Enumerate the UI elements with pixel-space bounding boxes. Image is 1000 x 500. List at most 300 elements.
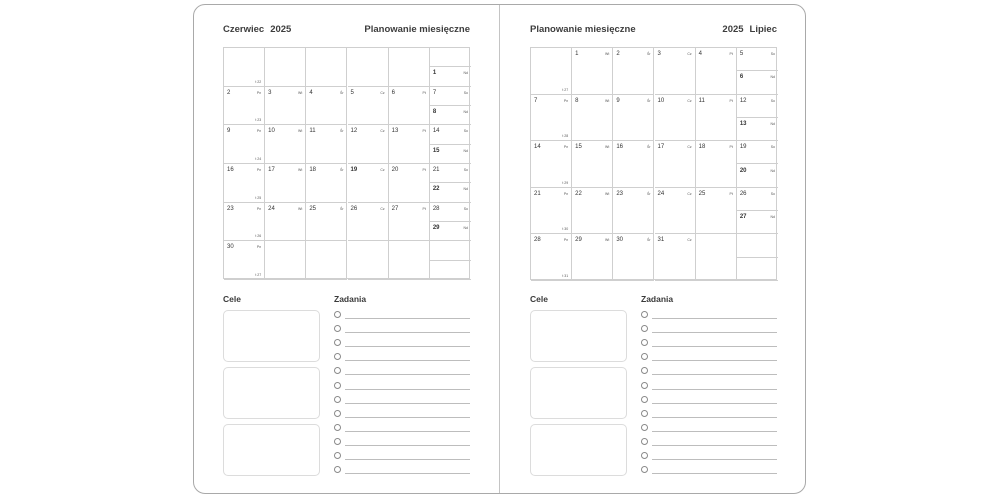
weekday-abbr: Cz <box>687 52 692 56</box>
weekday-abbr: Nd <box>770 168 775 173</box>
task-line[interactable] <box>652 403 777 404</box>
day-number: 9 <box>616 97 620 104</box>
week-number: t 26 <box>255 234 262 239</box>
task-line[interactable] <box>345 445 470 446</box>
calendar-day-cell[interactable] <box>572 95 613 142</box>
day-number: 27 <box>739 214 747 221</box>
weekday-abbr: Nd <box>463 71 468 76</box>
calendar-weekend-cell[interactable] <box>737 141 778 164</box>
right-page <box>530 0 777 490</box>
page-header <box>223 24 470 40</box>
weekday-abbr: Nd <box>770 215 775 220</box>
calendar-weekend-cell[interactable] <box>430 145 471 164</box>
weekday-abbr: Wt <box>298 206 303 211</box>
goal-box[interactable] <box>223 367 320 419</box>
task-row[interactable] <box>641 394 777 408</box>
day-number: 10 <box>268 128 275 135</box>
day-number: 25 <box>309 205 317 212</box>
task-line[interactable] <box>345 459 470 460</box>
task-row[interactable] <box>641 380 777 394</box>
day-number: 13 <box>391 128 399 135</box>
calendar-day-cell[interactable] <box>531 141 572 188</box>
planner-spine <box>499 5 500 493</box>
day-number: 30 <box>227 244 234 251</box>
day-number: 21 <box>432 167 440 173</box>
task-checkbox-icon[interactable] <box>334 438 341 445</box>
week-number: t 24 <box>255 156 262 161</box>
task-line[interactable] <box>652 459 777 460</box>
task-line[interactable] <box>345 360 470 361</box>
calendar-day-cell[interactable] <box>265 203 306 242</box>
weekday-abbr: Cz <box>687 145 692 150</box>
goal-box[interactable] <box>223 310 320 362</box>
month-name: Lipiec <box>749 24 777 35</box>
calendar-day-cell[interactable] <box>224 241 265 280</box>
day-number: 11 <box>309 128 316 135</box>
weekday-abbr: Pt <box>729 52 733 56</box>
planning-label: Planowanie miesięczne <box>530 24 636 35</box>
day-number: 22 <box>575 190 582 197</box>
weekday-abbr: Cz <box>687 191 692 196</box>
weekday-abbr: Śr <box>339 90 344 95</box>
task-row[interactable] <box>334 422 470 436</box>
task-line[interactable] <box>345 332 470 333</box>
calendar-day-cell[interactable] <box>696 141 737 188</box>
day-number: 28 <box>534 237 541 244</box>
day-number: 2 <box>616 51 620 57</box>
task-line[interactable] <box>345 389 470 390</box>
day-number: 23 <box>616 190 624 197</box>
calendar-day-cell[interactable] <box>572 188 613 235</box>
task-row[interactable] <box>641 450 777 464</box>
weekday-abbr: Wt <box>605 238 610 243</box>
calendar-day-cell[interactable] <box>265 125 306 164</box>
calendar-day-cell[interactable] <box>224 125 265 164</box>
day-number: 21 <box>534 190 541 197</box>
task-checkbox-icon[interactable] <box>334 311 341 318</box>
calendar-day-cell[interactable] <box>655 234 696 281</box>
task-row[interactable] <box>334 309 470 323</box>
weekday-abbr: Nd <box>770 121 775 126</box>
task-row[interactable] <box>641 323 777 337</box>
day-number: 17 <box>268 167 275 173</box>
day-number: 5 <box>350 89 354 96</box>
tasks-title: Zadania <box>641 294 674 304</box>
weekday-abbr: Wt <box>605 52 610 56</box>
task-row[interactable] <box>334 323 470 337</box>
weekday-abbr: Wt <box>605 191 610 196</box>
task-row[interactable] <box>334 337 470 351</box>
calendar-day-cell[interactable] <box>348 241 389 280</box>
calendar-day-cell[interactable] <box>265 164 306 203</box>
calendar-day-cell[interactable] <box>572 141 613 188</box>
day-number: 28 <box>432 205 440 212</box>
calendar-weekend-cell[interactable] <box>430 48 471 67</box>
weekday-abbr: Pt <box>729 145 733 150</box>
calendar-day-cell[interactable] <box>224 87 265 126</box>
task-checkbox-icon[interactable] <box>334 339 341 346</box>
goals-title: Cele <box>223 294 241 304</box>
planning-label: Planowanie miesięczne <box>364 24 470 35</box>
day-number: 2 <box>227 89 231 96</box>
calendar-day-cell[interactable] <box>348 125 389 164</box>
day-number: 12 <box>739 97 747 104</box>
calendar-weekend-cell[interactable] <box>737 234 778 257</box>
calendar-day-cell[interactable] <box>265 48 306 87</box>
calendar-day-cell[interactable] <box>306 125 347 164</box>
day-number: 6 <box>391 89 395 96</box>
calendar-day-cell[interactable] <box>655 188 696 235</box>
task-checkbox-icon[interactable] <box>334 466 341 473</box>
goals-title: Cele <box>530 294 548 304</box>
task-line[interactable] <box>652 417 777 418</box>
weekday-abbr: So <box>463 90 468 95</box>
weekday-abbr: Pn <box>256 206 262 211</box>
weekday-abbr: So <box>770 191 775 196</box>
goal-box[interactable] <box>530 424 627 476</box>
weekday-abbr: Cz <box>380 129 385 134</box>
calendar-day-cell[interactable] <box>572 48 613 95</box>
week-number: t 29 <box>562 180 569 185</box>
task-checkbox-icon[interactable] <box>641 325 648 332</box>
task-row[interactable] <box>641 337 777 351</box>
day-number: 19 <box>739 144 747 151</box>
day-number: 16 <box>616 144 624 151</box>
calendar-day-cell[interactable] <box>224 48 265 87</box>
calendar-day-cell[interactable] <box>389 164 430 203</box>
task-row[interactable] <box>334 365 470 379</box>
task-checkbox-icon[interactable] <box>334 410 341 417</box>
calendar-weekend-cell[interactable] <box>430 125 471 144</box>
calendar-weekend-cell[interactable] <box>737 165 778 188</box>
weekday-abbr: Śr <box>646 145 651 150</box>
task-row[interactable] <box>641 309 777 323</box>
day-number: 1 <box>575 51 579 57</box>
weekday-abbr: Śr <box>646 98 651 103</box>
calendar-weekend-cell[interactable] <box>430 203 471 222</box>
task-checkbox-icon[interactable] <box>334 452 341 459</box>
task-row[interactable] <box>641 408 777 422</box>
day-number: 27 <box>391 205 399 212</box>
day-number: 16 <box>227 167 234 173</box>
day-number: 22 <box>432 186 440 193</box>
weekday-abbr: Śr <box>339 168 344 172</box>
task-checkbox-icon[interactable] <box>641 367 648 374</box>
calendar-weekend-cell[interactable] <box>430 87 471 106</box>
day-number: 17 <box>657 144 665 151</box>
weekday-abbr: Cz <box>380 206 385 211</box>
day-number: 3 <box>268 89 272 96</box>
day-number: 24 <box>657 190 665 197</box>
day-number: 4 <box>698 51 702 57</box>
calendar-day-cell[interactable] <box>265 241 306 280</box>
task-line[interactable] <box>345 431 470 432</box>
week-number: t 31 <box>562 273 569 278</box>
task-line[interactable] <box>345 417 470 418</box>
task-row[interactable] <box>641 464 777 478</box>
task-checkbox-icon[interactable] <box>641 466 648 473</box>
day-number: 18 <box>309 167 317 173</box>
task-line[interactable] <box>345 473 470 474</box>
task-line[interactable] <box>652 445 777 446</box>
task-row[interactable] <box>641 422 777 436</box>
day-number: 8 <box>432 109 437 115</box>
day-number: 14 <box>534 144 541 151</box>
task-row[interactable] <box>641 365 777 379</box>
task-checkbox-icon[interactable] <box>334 367 341 374</box>
task-row[interactable] <box>641 351 777 365</box>
weekday-abbr: Nd <box>463 110 468 114</box>
calendar-weekend-cell[interactable] <box>737 211 778 234</box>
task-checkbox-icon[interactable] <box>641 382 648 389</box>
weekday-abbr: Śr <box>646 191 651 196</box>
week-number: t 22 <box>255 79 262 84</box>
calendar-day-cell[interactable] <box>531 188 572 235</box>
calendar-weekend-cell[interactable] <box>737 71 778 94</box>
task-checkbox-icon[interactable] <box>334 396 341 403</box>
calendar-day-cell[interactable] <box>531 48 572 95</box>
calendar-weekend-cell[interactable] <box>737 48 778 71</box>
calendar-day-cell[interactable] <box>655 48 696 95</box>
weekday-abbr: Wt <box>605 98 610 103</box>
day-number: 20 <box>391 167 399 173</box>
task-row[interactable] <box>334 436 470 450</box>
weekday-abbr: Nd <box>463 187 468 192</box>
weekday-abbr: Nd <box>770 75 775 80</box>
day-number: 7 <box>534 97 538 104</box>
weekday-abbr: Pt <box>729 191 733 196</box>
task-checkbox-icon[interactable] <box>641 424 648 431</box>
month-year <box>722 24 777 35</box>
weekday-abbr: So <box>770 145 775 150</box>
task-checkbox-icon[interactable] <box>641 396 648 403</box>
day-number: 10 <box>657 97 665 104</box>
day-number: 31 <box>657 237 665 244</box>
weekday-abbr: Cz <box>687 238 692 243</box>
weekday-abbr: Wt <box>298 129 303 134</box>
goal-box[interactable] <box>223 424 320 476</box>
weekday-abbr: So <box>770 52 775 56</box>
calendar-day-cell[interactable] <box>613 48 654 95</box>
calendar-day-cell[interactable] <box>265 87 306 126</box>
day-number: 29 <box>575 237 582 244</box>
calendar-weekend-cell[interactable] <box>737 188 778 211</box>
calendar-weekend-cell[interactable] <box>430 261 471 280</box>
calendar-weekend-cell[interactable] <box>430 183 471 202</box>
task-row[interactable] <box>334 380 470 394</box>
calendar-day-cell[interactable] <box>696 95 737 142</box>
calendar-day-cell[interactable] <box>306 48 347 87</box>
calendar-day-cell[interactable] <box>306 87 347 126</box>
day-number: 24 <box>268 205 275 212</box>
task-checkbox-icon[interactable] <box>641 452 648 459</box>
weekday-abbr: Cz <box>380 90 385 95</box>
weekday-abbr: Pn <box>256 129 262 134</box>
day-number: 19 <box>350 167 358 173</box>
task-line[interactable] <box>652 374 777 375</box>
day-number: 18 <box>698 144 706 151</box>
task-line[interactable] <box>345 346 470 347</box>
page-header <box>530 24 777 40</box>
calendar-day-cell[interactable] <box>613 95 654 142</box>
weekday-abbr: Wt <box>298 90 303 95</box>
weekday-abbr: Pn <box>256 245 262 250</box>
task-checkbox-icon[interactable] <box>334 353 341 360</box>
day-number: 11 <box>698 97 705 104</box>
calendar-weekend-cell[interactable] <box>430 164 471 183</box>
task-line[interactable] <box>652 360 777 361</box>
weekday-abbr: Śr <box>646 238 651 243</box>
calendar-day-cell[interactable] <box>531 95 572 142</box>
calendar-day-cell[interactable] <box>306 164 347 203</box>
task-checkbox-icon[interactable] <box>334 325 341 332</box>
calendar-day-cell[interactable] <box>613 234 654 281</box>
weekday-abbr: Wt <box>298 168 303 172</box>
calendar-weekend-cell[interactable] <box>737 118 778 141</box>
calendar-day-cell[interactable] <box>655 95 696 142</box>
week-number: t 25 <box>255 195 262 200</box>
calendar-day-cell[interactable] <box>655 141 696 188</box>
task-line[interactable] <box>652 332 777 333</box>
day-number: 25 <box>698 190 706 197</box>
day-number: 20 <box>739 167 747 174</box>
weekday-abbr: Wt <box>605 145 610 150</box>
calendar-day-cell[interactable] <box>572 234 613 281</box>
year: 2025 <box>722 24 744 35</box>
weekday-abbr: Pn <box>563 98 569 103</box>
weekday-abbr: Pn <box>256 90 262 95</box>
task-line[interactable] <box>652 473 777 474</box>
day-number: 15 <box>575 144 582 151</box>
weekday-abbr: Cz <box>380 168 385 172</box>
weekday-abbr: Pn <box>256 168 262 172</box>
day-number: 13 <box>739 120 747 127</box>
month-name: Czerwiec <box>223 24 265 35</box>
day-number: 29 <box>432 225 440 231</box>
calendar-day-cell[interactable] <box>306 241 347 280</box>
day-number: 8 <box>575 97 579 104</box>
calendar-day-cell[interactable] <box>348 48 389 87</box>
calendar-day-cell[interactable] <box>306 203 347 242</box>
calendar-day-cell[interactable] <box>389 125 430 164</box>
task-checkbox-icon[interactable] <box>334 382 341 389</box>
task-line[interactable] <box>652 431 777 432</box>
day-number: 15 <box>432 147 440 154</box>
month-year <box>223 24 291 35</box>
day-number: 1 <box>432 70 437 77</box>
task-checkbox-icon[interactable] <box>641 438 648 445</box>
day-number: 26 <box>739 190 747 197</box>
calendar-day-cell[interactable] <box>696 48 737 95</box>
calendar-day-cell[interactable] <box>224 164 265 203</box>
calendar-day-cell[interactable] <box>224 203 265 242</box>
task-line[interactable] <box>652 389 777 390</box>
month-calendar-grid <box>530 47 777 280</box>
calendar-weekend-cell[interactable] <box>737 95 778 118</box>
week-number: t 27 <box>562 87 569 92</box>
day-number: 14 <box>432 128 440 135</box>
task-checkbox-icon[interactable] <box>641 339 648 346</box>
week-number: t 30 <box>562 227 569 232</box>
week-number: t 28 <box>562 134 569 139</box>
calendar-day-cell[interactable] <box>613 188 654 235</box>
task-row[interactable] <box>641 436 777 450</box>
weekday-abbr: Pn <box>563 191 569 196</box>
task-line[interactable] <box>345 318 470 319</box>
calendar-day-cell[interactable] <box>389 241 430 280</box>
calendar-day-cell[interactable] <box>348 164 389 203</box>
task-checkbox-icon[interactable] <box>334 424 341 431</box>
calendar-day-cell[interactable] <box>696 234 737 281</box>
task-row[interactable] <box>334 464 470 478</box>
task-row[interactable] <box>334 351 470 365</box>
left-page <box>223 0 470 490</box>
calendar-weekend-cell[interactable] <box>430 67 471 86</box>
day-number: 26 <box>350 205 358 212</box>
day-number: 6 <box>739 74 744 81</box>
calendar-day-cell[interactable] <box>389 203 430 242</box>
weekday-abbr: Pt <box>729 98 733 103</box>
calendar-day-cell[interactable] <box>531 234 572 281</box>
task-checkbox-icon[interactable] <box>641 410 648 417</box>
weekday-abbr: Śr <box>339 206 344 211</box>
task-line[interactable] <box>652 318 777 319</box>
weekday-abbr: So <box>463 129 468 134</box>
weekday-abbr: Pt <box>422 168 426 172</box>
goal-box[interactable] <box>530 310 627 362</box>
tasks-title: Zadania <box>334 294 367 304</box>
day-number: 5 <box>739 51 744 57</box>
month-calendar-grid <box>223 47 470 279</box>
calendar-weekend-cell[interactable] <box>430 241 471 260</box>
calendar-day-cell[interactable] <box>696 188 737 235</box>
day-number: 7 <box>432 89 437 96</box>
calendar-day-cell[interactable] <box>348 87 389 126</box>
calendar-day-cell[interactable] <box>389 48 430 87</box>
weekday-abbr: Pn <box>563 238 569 243</box>
weekday-abbr: So <box>463 206 468 211</box>
day-number: 12 <box>350 128 358 135</box>
weekday-abbr: Nd <box>463 148 468 153</box>
weekday-abbr: Nd <box>463 226 468 230</box>
day-number: 9 <box>227 128 231 135</box>
task-line[interactable] <box>345 374 470 375</box>
day-number: 3 <box>657 51 661 57</box>
day-number: 23 <box>227 205 234 212</box>
calendar-weekend-cell[interactable] <box>430 106 471 125</box>
task-line[interactable] <box>652 346 777 347</box>
calendar-weekend-cell[interactable] <box>430 222 471 241</box>
weekday-abbr: Pt <box>422 90 426 95</box>
calendar-day-cell[interactable] <box>348 203 389 242</box>
task-row[interactable] <box>334 450 470 464</box>
calendar-weekend-cell[interactable] <box>737 258 778 281</box>
weekday-abbr: Pn <box>563 145 569 150</box>
weekday-abbr: Śr <box>646 52 651 56</box>
calendar-day-cell[interactable] <box>613 141 654 188</box>
weekday-abbr: So <box>770 98 775 103</box>
task-row[interactable] <box>334 408 470 422</box>
task-row[interactable] <box>334 394 470 408</box>
task-line[interactable] <box>345 403 470 404</box>
goal-box[interactable] <box>530 367 627 419</box>
task-checkbox-icon[interactable] <box>641 311 648 318</box>
calendar-day-cell[interactable] <box>389 87 430 126</box>
day-number: 30 <box>616 237 624 244</box>
weekday-abbr: Cz <box>687 98 692 103</box>
task-checkbox-icon[interactable] <box>641 353 648 360</box>
weekday-abbr: Pt <box>422 129 426 134</box>
